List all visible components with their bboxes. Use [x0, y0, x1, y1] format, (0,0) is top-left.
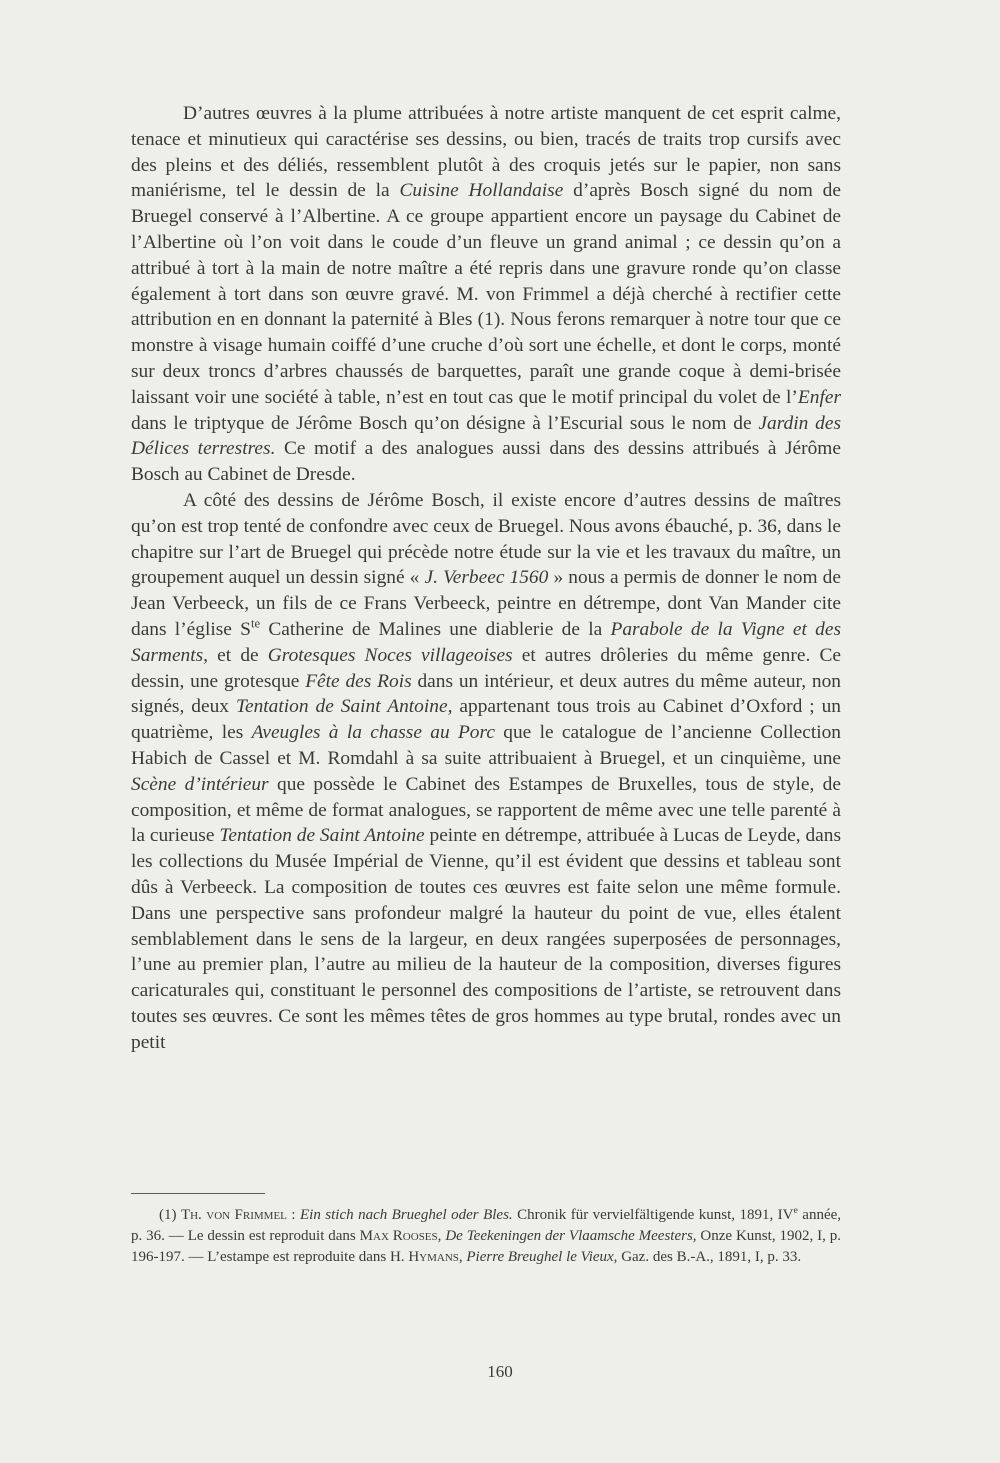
footnote-1: (1) Th. von Frimmel : Ein stich nach Brueghel oder Bles. Chronik für vervielfältigende kunst, 1891, IVe année, p. 36. — Le dessin est reproduit dans Max Rooses, De Teekeningen der Vlaamsche Meesters, Onze Kunst, 1902, I, p. 196-197. — L’estampe est reproduite dans H. Hymans, Pierre Breughel le Vieux, Gaz. des B.-A., 1891, I, p. 33. [131, 1205, 842, 1265]
body-text [131, 101, 841, 1055]
paragraph-1: D’autres œuvres à la plume attribuées à notre artiste manquent de cet esprit calme, tenace et minutieux qui caractérise ses dessins, ou bien, tracés de traits trop cursifs avec des pleins et des déliés, ressemblent plutôt à des croquis jetés sur le papier, non sans maniérisme, tel le dessin de la Cuisine Hollandaise d’après Bosch signé du nom de Bruegel conservé à l’Albertine. A ce groupe appartient encore un paysage du Cabinet de l’Albertine où l’on voit dans le coude d’un fleuve un grand animal ; ce dessin qu’on a attribué à tort à la main de notre maître a été repris dans une gravure ronde qu’on classe également à tort dans son œuvre gravé. M. von Frimmel a déjà cherché à rectifier cette attribution en en donnant la paternité à Bles (1). Nous ferons remarquer à notre tour que ce monstre à visage humain coiffé d’une cruche d’où sort une échelle, et dont le corps, monté sur deux troncs d’arbres chaussés de barquettes, paraît une grande coque à demi-brisée laissant voir une société à table, n’est en tout cas que le motif principal du volet de l’Enfer dans le triptyque de Jérôme Bosch qu’on désigne à l’Escurial sous le nom de Jardin des Délices terrestres. Ce motif a des analogues aussi dans des dessins attribués à Jérôme Bosch au Cabinet de Dresde. [131, 103, 841, 486]
paragraph-2: A côté des dessins de Jérôme Bosch, il existe encore d’autres dessins de maîtres qu’on est trop tenté de confondre avec ceux de Bruegel. Nous avons ébauché, p. 36, dans le chapitre sur l’art de Bruegel qui précède notre étude sur la vie et les travaux du maître, un groupement auquel un dessin signé « J. Verbeec 1560 » nous a permis de donner le nom de Jean Verbeeck, un fils de ce Frans Verbeeck, peintre en détrempe, dont Van Mander cite dans l’église $S^{te}$ Catherine de Malines une diablerie de la Parabole de la Vigne et des Sarments, et de Grotesques Noces villageoises et autres drôleries du même genre. Ce dessin, une grotesque Fête des Rois dans un intérieur, et deux autres du même auteur, non signés, deux Tentation de Saint Antoine, appartenant tous trois au Cabinet d’Oxford ; un quatrième, les Aveugles à la chasse au Porc que le catalogue de l’ancienne Collection Habich de Cassel et M. Romdahl à sa suite attribuaient à Bruegel, et un cinquième, une Scène d’intérieur que possède le Cabinet des Estampes de Bruxelles, tous de style, de composition, et même de format analogues, se rapportent de même avec une telle parenté à la curieuse Tentation de Saint Antoine peinte en détrempe, attribuée à Lucas de Leyde, dans les collections du Musée Impérial de Vienne, qu’il est évident que dessins et tableau sont dûs à Verbeeck. La composition de toutes ces œuvres est faite selon une même formule. Dans une perspective sans profondeur malgré la hauteur du point de vue, elles étalent semblablement dans le sens de la largeur, en deux rangées superposées de personnages, l’une au premier plan, l’autre au milieu de la hauteur de la composition, diverses figures caricaturales qui, constituant le personnel des compositions de l’artiste, se retrouvent dans toutes ses œuvres. Ce sont les mêmes têtes de gros hommes au type brutal, rondes avec un petit [131, 489, 842, 1053]
footnotes [131, 1205, 841, 1268]
footnote-separator [131, 1193, 265, 1194]
page-number: 160 [487, 1362, 513, 1381]
